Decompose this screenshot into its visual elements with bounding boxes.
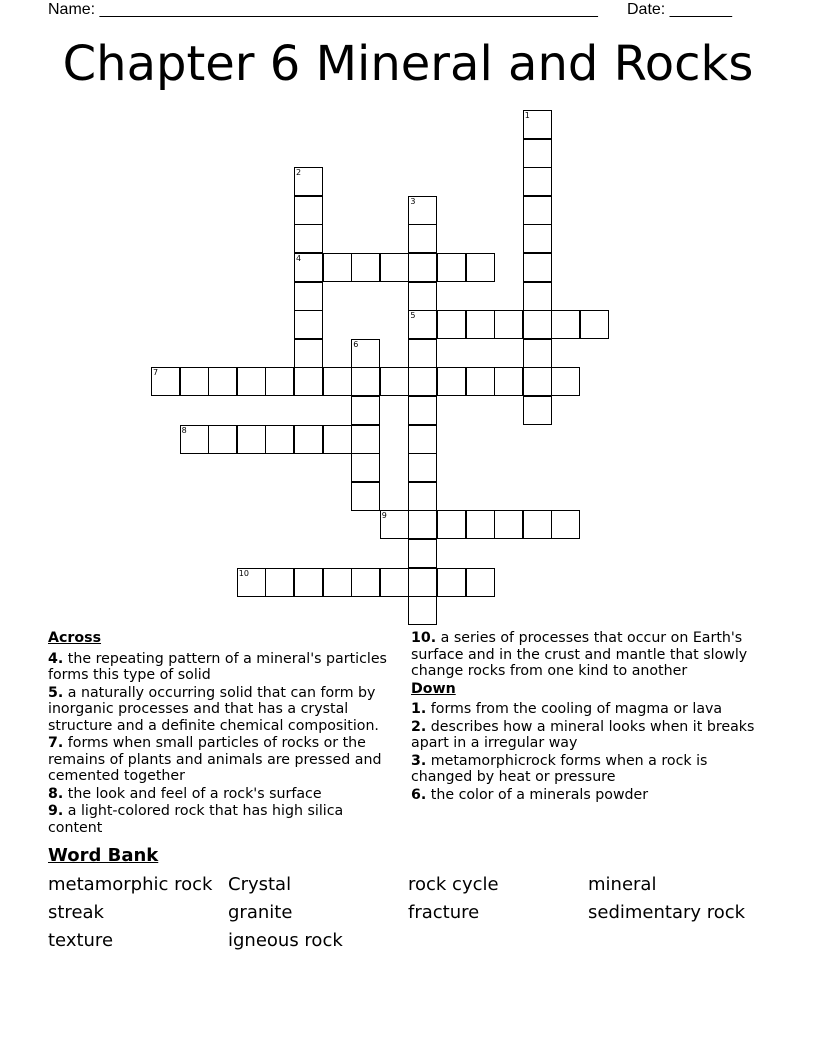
grid-cell[interactable]	[294, 167, 323, 196]
word-bank-row	[48, 872, 788, 900]
grid-cell[interactable]	[351, 396, 380, 425]
clue-number: 3	[410, 196, 416, 206]
word-bank-word: igneous rock	[228, 930, 343, 951]
grid-cell[interactable]	[523, 282, 552, 311]
clue-number: 4	[296, 254, 302, 263]
across-clue	[48, 651, 398, 684]
word-bank-word: texture	[48, 930, 114, 951]
grid-cell[interactable]	[408, 282, 437, 311]
grid-cell[interactable]	[294, 310, 323, 339]
grid-cell[interactable]	[208, 425, 237, 454]
clue-number: 2	[296, 168, 302, 178]
grid-cell[interactable]	[237, 425, 266, 454]
clue-text: describes how a mineral looks when it breaks apart in a irregular way	[411, 718, 755, 751]
grid-cell[interactable]	[580, 310, 609, 339]
down-clue-list	[411, 701, 761, 803]
word-bank-word: granite	[228, 902, 293, 923]
down-clue	[411, 719, 761, 752]
grid-cell[interactable]	[208, 367, 237, 396]
clue-number-label: 8.	[48, 785, 64, 802]
grid-cell[interactable]	[408, 396, 437, 425]
grid-cell[interactable]	[351, 568, 380, 597]
clue-number-label: 1.	[411, 701, 427, 717]
grid-cell[interactable]	[408, 425, 437, 454]
grid-cell[interactable]	[523, 396, 552, 425]
grid-cell[interactable]	[180, 425, 209, 454]
clue-number-label: 4.	[48, 650, 64, 667]
word-bank-word: Crystal	[228, 874, 292, 895]
clue-number: 7	[153, 368, 159, 378]
grid-cell[interactable]	[380, 253, 409, 282]
clue-number: 1	[524, 111, 530, 120]
clue-number: 9	[381, 511, 387, 521]
grid-cell[interactable]	[323, 253, 352, 282]
grid-cell[interactable]	[237, 367, 266, 396]
grid-cell[interactable]	[437, 510, 466, 539]
grid-cell[interactable]	[551, 310, 580, 339]
grid-cell[interactable]	[466, 568, 495, 597]
grid-cell[interactable]	[408, 568, 437, 597]
page-title: Chapter 6 Mineral and Rocks	[62, 36, 754, 92]
word-bank	[48, 872, 788, 956]
grid-cell[interactable]	[151, 367, 180, 396]
clue-number: 5	[410, 311, 416, 321]
grid-cell[interactable]	[523, 367, 552, 396]
grid-cell[interactable]	[466, 510, 495, 539]
grid-cell[interactable]	[351, 425, 380, 454]
word-bank-word: streak	[48, 902, 104, 923]
across-clue	[48, 786, 398, 803]
grid-cell[interactable]	[523, 196, 552, 225]
clue-text: forms when small particles of rocks or the remains of plants and animals are pressed and cemented together	[48, 735, 382, 784]
grid-cell[interactable]	[523, 310, 552, 339]
grid-cell[interactable]	[351, 453, 380, 482]
grid-cell[interactable]	[551, 367, 580, 396]
grid-cell[interactable]	[351, 253, 380, 282]
grid-cell[interactable]	[408, 253, 437, 282]
clue-number: 8	[181, 425, 187, 435]
clue-text: the repeating pattern of a mineral's particles forms this type of solid	[48, 650, 387, 683]
grid-cell[interactable]	[408, 482, 437, 511]
word-bank-word: mineral	[588, 874, 657, 895]
word-bank-word: rock cycle	[408, 874, 499, 895]
clue-number-label: 10.	[411, 630, 437, 646]
grid-cell[interactable]	[551, 510, 580, 539]
name-field: Name: ________________________________________________________	[48, 1, 598, 18]
grid-cell[interactable]	[380, 510, 409, 539]
clue-text: the look and feel of a rock's surface	[63, 785, 322, 802]
grid-cell[interactable]	[408, 339, 437, 368]
across-heading: Across	[48, 630, 102, 646]
grid-cell[interactable]	[523, 510, 552, 539]
word-bank-word: sedimentary rock	[588, 902, 746, 923]
grid-cell[interactable]	[408, 453, 437, 482]
down-clue	[411, 753, 761, 786]
grid-cell[interactable]	[494, 510, 523, 539]
grid-cell[interactable]	[380, 568, 409, 597]
grid-cell[interactable]	[523, 110, 552, 139]
grid-cell[interactable]	[323, 367, 352, 396]
grid-cell[interactable]	[294, 196, 323, 225]
grid-cell[interactable]	[294, 253, 323, 282]
clue-text: a naturally occurring solid that can form by inorganic processes and that has a crystal structure and a definite chemical composition.	[48, 684, 379, 734]
grid-cell[interactable]	[408, 510, 437, 539]
grid-cell[interactable]	[294, 282, 323, 311]
word-bank-row	[48, 900, 788, 928]
clue-number-label: 6.	[411, 786, 427, 803]
grid-cell[interactable]	[323, 568, 352, 597]
grid-cell[interactable]	[265, 568, 294, 597]
clue-number-label: 5.	[48, 684, 64, 701]
grid-cell[interactable]	[408, 539, 437, 568]
clue-text: forms from the cooling of magma or lava	[426, 701, 723, 717]
down-clue	[411, 787, 761, 804]
grid-cell[interactable]	[408, 310, 437, 339]
grid-cell[interactable]	[294, 568, 323, 597]
grid-cell[interactable]	[380, 367, 409, 396]
across-clue	[48, 685, 398, 735]
grid-cell[interactable]	[265, 367, 294, 396]
grid-cell[interactable]	[323, 425, 352, 454]
clue-number: 10	[238, 568, 249, 578]
clue-text: metamorphicrock forms when a rock is changed by heat or pressure	[411, 752, 708, 785]
clue-number-label: 3.	[411, 752, 427, 769]
grid-cell[interactable]	[180, 367, 209, 396]
clue-text: a light-colored rock that has high silica content	[48, 803, 344, 836]
clue-text: the color of a minerals powder	[426, 786, 649, 803]
clue-number-label: 7.	[48, 735, 64, 751]
across-clue	[48, 803, 398, 836]
down-heading: Down	[411, 680, 456, 697]
down-clue	[411, 701, 761, 718]
word-bank-row	[48, 928, 788, 956]
grid-cell[interactable]	[466, 367, 495, 396]
date-field: Date: _______	[627, 1, 732, 18]
clue-number: 6	[353, 339, 359, 349]
grid-cell[interactable]	[408, 367, 437, 396]
clues-left-column	[48, 630, 398, 837]
word-bank-title: Word Bank	[48, 845, 159, 866]
grid-cell[interactable]	[523, 167, 552, 196]
grid-cell[interactable]	[437, 253, 466, 282]
grid-cell[interactable]	[408, 224, 437, 253]
grid-cell[interactable]	[408, 596, 437, 625]
grid-cell[interactable]	[523, 139, 552, 168]
grid-cell[interactable]	[351, 339, 380, 368]
clues-right-column	[411, 630, 761, 804]
across-clue	[48, 735, 398, 785]
grid-cell[interactable]	[523, 224, 552, 253]
grid-cell[interactable]	[437, 367, 466, 396]
word-bank-word: fracture	[408, 902, 480, 923]
grid-cell[interactable]	[437, 310, 466, 339]
grid-cell[interactable]	[494, 367, 523, 396]
across-clue-list-continued	[411, 630, 761, 680]
grid-cell[interactable]	[466, 310, 495, 339]
grid-cell[interactable]	[351, 367, 380, 396]
grid-cell[interactable]	[294, 339, 323, 368]
grid-cell[interactable]	[408, 196, 437, 225]
grid-cell[interactable]	[523, 253, 552, 282]
grid-cell[interactable]	[466, 253, 495, 282]
grid-cell[interactable]	[294, 425, 323, 454]
grid-cell[interactable]	[523, 339, 552, 368]
clue-text: a series of processes that occur on Earth's surface and in the crust and mantle that slowly change rocks from one kind to another	[411, 630, 748, 679]
clue-number-label: 2.	[411, 718, 427, 735]
grid-cell[interactable]	[237, 568, 266, 597]
grid-cell[interactable]	[294, 224, 323, 253]
across-clue	[411, 630, 761, 680]
word-bank-word: metamorphic rock	[48, 874, 213, 895]
grid-cell[interactable]	[494, 310, 523, 339]
grid-cell[interactable]	[351, 482, 380, 511]
grid-cell[interactable]	[294, 367, 323, 396]
grid-cell[interactable]	[437, 568, 466, 597]
grid-cell[interactable]	[265, 425, 294, 454]
across-clue-list	[48, 651, 398, 837]
clue-number-label: 9.	[48, 803, 64, 819]
